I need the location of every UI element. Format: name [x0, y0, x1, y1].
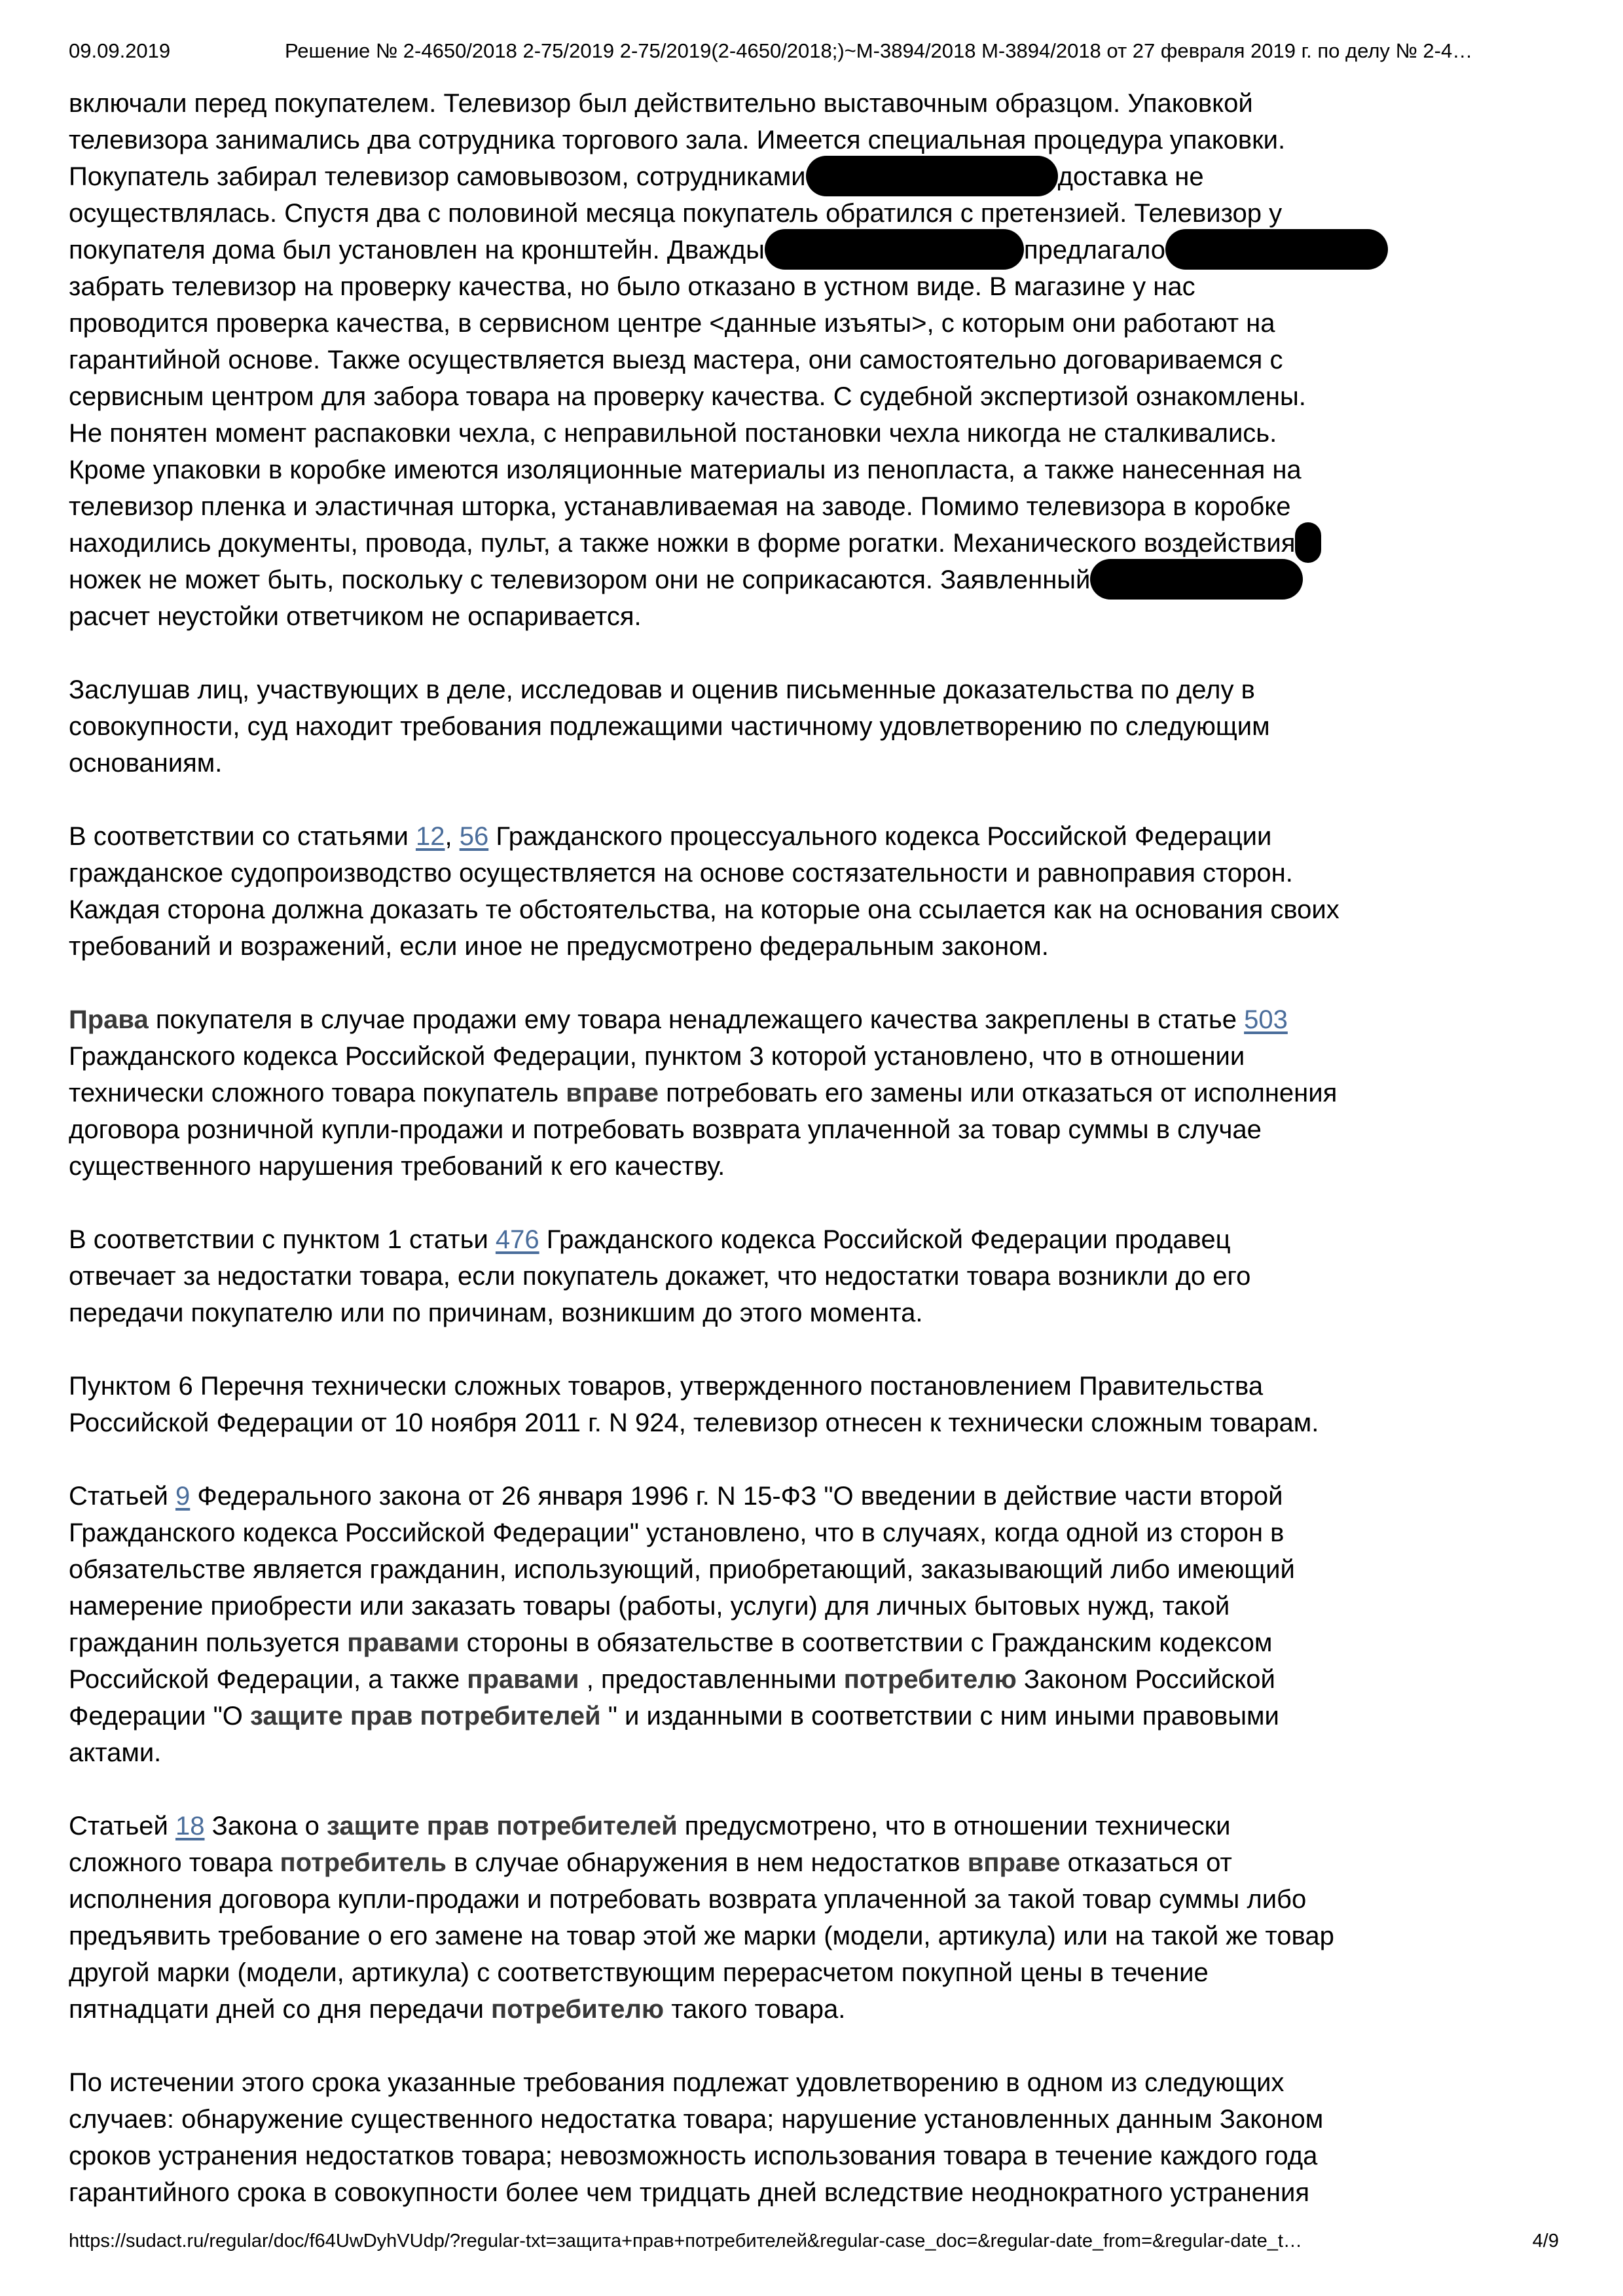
print-header [69, 38, 1561, 64]
highlighted-term: вправе [967, 1848, 1061, 1877]
source-url: https://sudact.ru/regular/doc/f64UwDyhVUdp/?regular-txt=защита+прав+потребителей&regular-case_doc=&regular-date_from=&regular-date_t… [69, 2231, 1302, 2251]
text-line: передачи покупателю или по причинам, возникшим до этого момента. [69, 1299, 923, 1327]
text-line: Кроме упаковки в коробке имеются изоляционные материалы из пенопласта, а также нанесенная на [69, 456, 1302, 484]
text-line: гарантийного срока в совокупности более чем тридцать дней вследствие неоднократного устранения [69, 2178, 1309, 2207]
text-line: намерение приобрести или заказать товары (работы, услуги) для личных бытовых нужд, такой [69, 1592, 1230, 1621]
text-line: покупателя дома был установлен на кронштейн. Дважды предлагало [69, 232, 1597, 268]
statute-link[interactable]: 503 [1244, 1005, 1288, 1034]
text-line: гарантийной основе. Также осуществляется выезд мастера, они самостоятельно договариваемся с [69, 346, 1283, 374]
redaction-box [1295, 522, 1321, 563]
highlighted-term: вправе [566, 1079, 659, 1107]
text-line: отвечает за недостатки товара, если покупатель докажет, что недостатки товара возникли до его [69, 1262, 1251, 1291]
text-line: проводится проверка качества, в сервисном центре <данные изъяты>, с которым они работают на [69, 309, 1275, 338]
text-line: Статьей 9 Федерального закона от 26 января 1996 г. N 15-ФЗ "О введении в действие части второй [69, 1482, 1283, 1511]
text-line: Пунктом 6 Перечня технически сложных товаров, утвержденного постановлением Правительства [69, 1372, 1264, 1401]
text-line: телевизора занимались два сотрудника торгового зала. Имеется специальная процедура упаковки. [69, 126, 1286, 154]
highlighted-term: правами [347, 1628, 460, 1657]
highlighted-term: защите прав потребителей [327, 1812, 678, 1840]
paragraph [69, 1368, 1597, 1441]
text-line: актами. [69, 1738, 162, 1767]
text-line: случаев: обнаружение существенного недостатка товара; нарушение установленных данным Законом [69, 2105, 1324, 2134]
text-line: существенного нарушения требований к его качеству. [69, 1152, 725, 1181]
statute-link[interactable]: 56 [459, 822, 489, 851]
document-title: Решение № 2-4650/2018 2-75/2019 2-75/2019(2-4650/2018;)~М-3894/2018 М-3894/2018 от 27 февраля 2019 г. по делу № 2-4… [284, 39, 1473, 62]
paragraph [69, 1478, 1597, 1771]
text-line: Гражданского кодекса Российской Федерации" установлено, что в случаях, когда одной из сторон в [69, 1518, 1285, 1547]
text-line: сложного товара потребитель в случае обнаружения в нем недостатков вправе отказаться от [69, 1848, 1232, 1877]
redaction-box [806, 156, 1058, 196]
print-footer [69, 2229, 1559, 2253]
highlighted-term: защите прав потребителей [250, 1702, 601, 1731]
paragraph [69, 1221, 1597, 1331]
paragraph [69, 1808, 1597, 2028]
paragraph [69, 85, 1597, 635]
text-line: договора розничной купли-продажи и потребовать возврата уплаченной за товар суммы в случае [69, 1115, 1262, 1144]
text-line: Российской Федерации, а также правами , предоставленными потребителю Законом Российской [69, 1665, 1275, 1694]
text-line: телевизор пленка и эластичная шторка, устанавливаемая на заводе. Помимо телевизора в коробке [69, 492, 1291, 521]
text-line: пятнадцати дней со дня передачи потребителю такого товара. [69, 1995, 846, 2024]
text-line: требований и возражений, если иное не предусмотрено федеральным законом. [69, 932, 1049, 961]
statute-link[interactable]: 18 [175, 1812, 205, 1840]
page-number: 4/9 [1532, 2231, 1559, 2251]
text-line: Права покупателя в случае продажи ему товара ненадлежащего качества закреплены в статье 503 [69, 1005, 1288, 1034]
text-line: забрать телевизор на проверку качества, но было отказано в устном виде. В магазине у нас [69, 272, 1195, 301]
text-line: Федерации "О защите прав потребителей " и изданными в соответствии с ним иными правовыми [69, 1702, 1279, 1731]
text-line: предъявить требование о его замене на товар этой же марки (модели, артикула) или на такой же товар [69, 1922, 1334, 1950]
paragraph [69, 672, 1597, 781]
text-line: совокупности, суд находит требования подлежащими частичному удовлетворению по следующим [69, 712, 1270, 741]
paragraph [69, 1001, 1597, 1185]
highlighted-term: потребитель [280, 1848, 447, 1877]
redaction-box [765, 229, 1024, 270]
redaction-box [1090, 559, 1303, 600]
text-line: Каждая сторона должна доказать те обстоятельства, на которые она ссылается как на основания своих [69, 895, 1340, 924]
text-line: Гражданского кодекса Российской Федерации, пунктом 3 которой установлено, что в отношении [69, 1042, 1245, 1071]
paragraph [69, 2064, 1597, 2211]
text-line: осуществлялась. Спустя два с половиной месяца покупатель обратился с претензией. Телевизор у [69, 199, 1283, 228]
text-line: находились документы, провода, пульт, а также ножки в форме рогатки. Механического воздействия [69, 525, 1597, 562]
text-line: другой марки (модели, артикула) с соответствующим перерасчетом покупной цены в течение [69, 1958, 1209, 1987]
text-line: Не понятен момент распаковки чехла, с неправильной постановки чехла никогда не сталкивались. [69, 419, 1277, 448]
text-line: сервисным центром для забора товара на проверку качества. С судебной экспертизой ознакомлены. [69, 382, 1306, 411]
redaction-box [1165, 229, 1388, 270]
text-line: В соответствии со статьями 12, 56 Гражданского процессуального кодекса Российской Федерации [69, 822, 1272, 851]
statute-link[interactable]: 476 [495, 1225, 539, 1254]
document-paragraphs [69, 85, 1597, 2211]
highlighted-term: правами [467, 1665, 579, 1694]
text-line: гражданин пользуется правами стороны в обязательстве в соответствии с Гражданским кодексом [69, 1628, 1273, 1657]
text-line: расчет неустойки ответчиком не оспаривается. [69, 602, 642, 631]
document-body [69, 85, 1597, 2211]
paragraph [69, 818, 1597, 965]
text-line: Российской Федерации от 10 ноября 2011 г. N 924, телевизор отнесен к технически сложным товарам. [69, 1408, 1319, 1437]
statute-link[interactable]: 9 [175, 1482, 191, 1511]
print-date: 09.09.2019 [69, 39, 171, 62]
text-line: Статьей 18 Закона о защите прав потребителей предусмотрено, что в отношении технически [69, 1812, 1231, 1840]
text-line: включали перед покупателем. Телевизор был действительно выставочным образцом. Упаковкой [69, 89, 1253, 118]
text-line: В соответствии с пунктом 1 статьи 476 Гражданского кодекса Российской Федерации продавец [69, 1225, 1231, 1254]
text-line: исполнения договора купли-продажи и потребовать возврата уплаченной за такой товар суммы либо [69, 1885, 1307, 1914]
highlighted-term: потребителю [491, 1995, 665, 2024]
text-line: По истечении этого срока указанные требования подлежат удовлетворению в одном из следующих [69, 2068, 1285, 2097]
text-line: ножек не может быть, поскольку с телевизором они не соприкасаются. Заявленный [69, 562, 1597, 598]
text-line: Покупатель забирал телевизор самовывозом, сотрудниками доставка не [69, 158, 1597, 195]
text-line: гражданское судопроизводство осуществляется на основе состязательности и равноправия сторон. [69, 859, 1293, 888]
text-line: технически сложного товара покупатель вправе потребовать его замены или отказаться от исполнения [69, 1079, 1338, 1107]
statute-link[interactable]: 12 [415, 822, 445, 851]
highlighted-term: потребителю [843, 1665, 1017, 1694]
highlighted-term: Права [69, 1005, 149, 1034]
text-line: Заслушав лиц, участвующих в деле, исследовав и оценив письменные доказательства по делу в [69, 675, 1255, 704]
text-line: сроков устранения недостатков товара; невозможность использования товара в течение каждого года [69, 2142, 1318, 2170]
text-line: обязательстве является гражданин, использующий, приобретающий, заказывающий либо имеющий [69, 1555, 1295, 1584]
text-line: основаниям. [69, 749, 223, 778]
